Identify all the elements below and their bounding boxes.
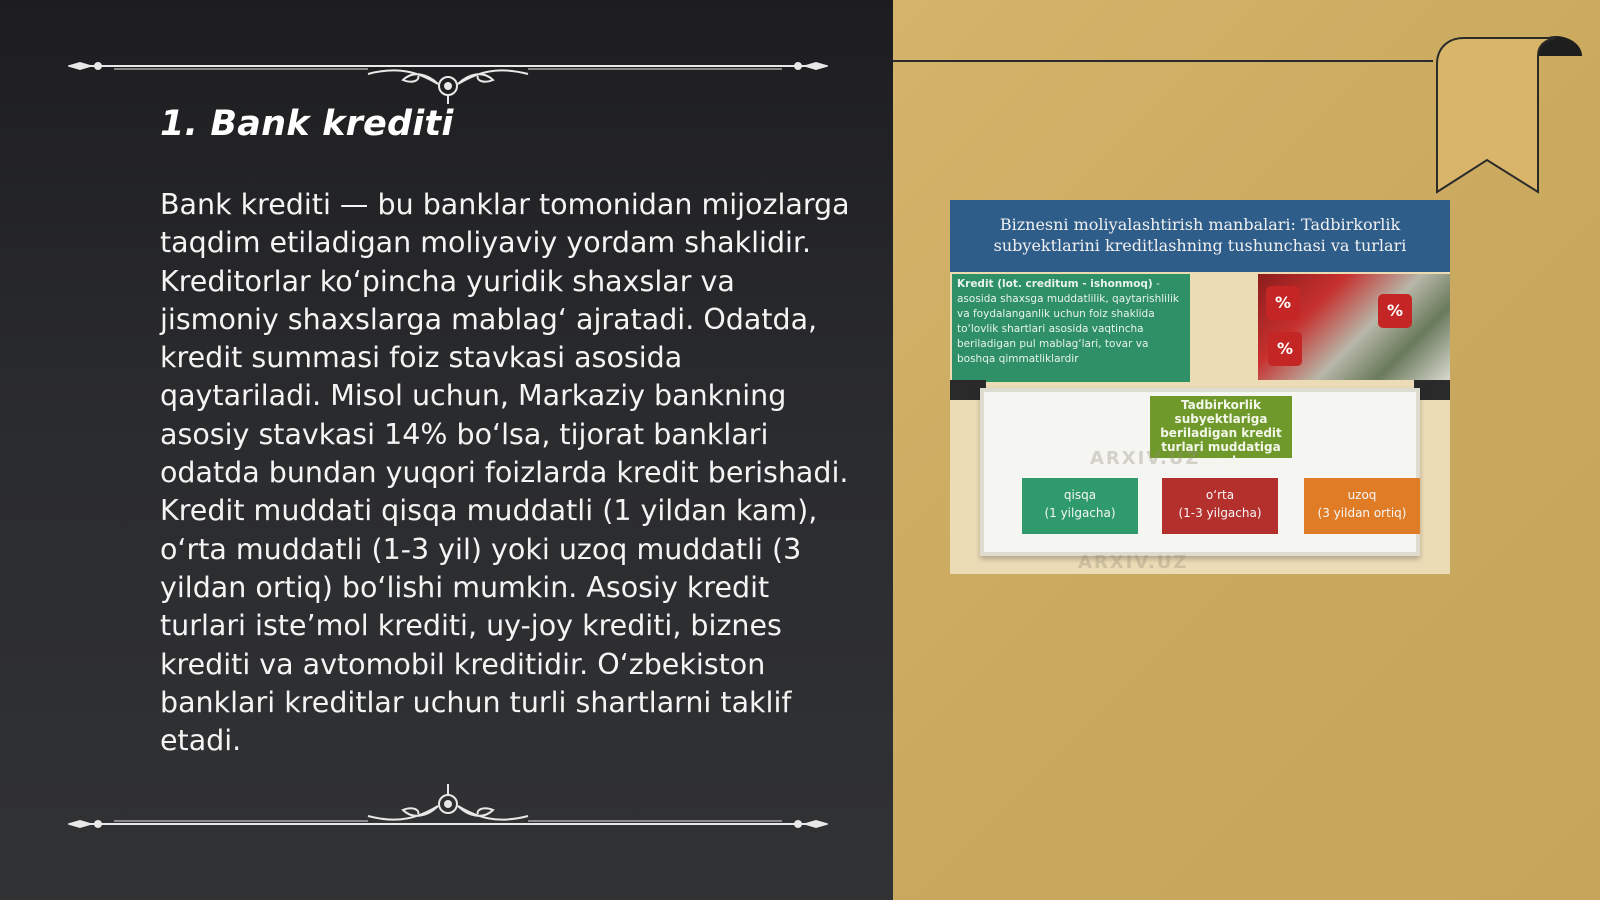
- percent-die-icon: %: [1268, 332, 1302, 366]
- box-sublabel: (1 yilgacha): [1044, 506, 1116, 520]
- credit-types-hub: Tadbirkorlik subyektlariga beriladigan kredit turlari muddatiga qarab: [1150, 396, 1292, 458]
- watermark: ARXIV.UZ: [1090, 448, 1201, 469]
- bookmark-icon: [1434, 34, 1584, 204]
- ornament-divider-icon: [68, 44, 828, 104]
- watermark: ARXIV.UZ: [1078, 552, 1189, 573]
- credit-definition-box: [952, 274, 1190, 382]
- box-sublabel: (1-3 yilgacha): [1178, 506, 1262, 520]
- infographic-header-line2: subyektlarini kreditlashning tushunchasi va turlari: [993, 236, 1407, 255]
- credit-types-infographic: [950, 200, 1450, 574]
- slide-body-text: Bank krediti — bu banklar tomonidan mijozlarga taqdim etiladigan moliyaviy yordam shaklidir. Kreditorlar ko‘pincha yuridik shaxslar va jismoniy shaxslarga mablag‘ ajratadi. Odatda, kredit summasi foiz stavkasi asosida qaytariladi. Misol uchun, Markaziy bankning asosiy stavkasi 14% bo‘lsa, tijorat banklari odatda bundan yuqori foizlarda kredit berishadi. Kredit muddati qisqa muddatli (1 yildan kam), o‘rta muddatli (1-3 yil) yoki uzoq muddatli (3 yildan ortiq) bo‘lishi mumkin. Asosiy kredit turlari iste’mol krediti, uy-joy krediti, biznes krediti va avtomobil kreditidir. O‘zbekiston banklari kreditlar uchun turli shartlarni taklif etadi.: [160, 188, 850, 758]
- ornament-divider-icon: [68, 776, 828, 836]
- medium-term-box: [1162, 478, 1278, 534]
- infographic-header-line1: Biznesni moliyalashtirish manbalari: Tadbirkorlik: [999, 215, 1401, 234]
- box-label: qisqa: [1063, 488, 1097, 502]
- slide-title: 1. Bank krediti: [160, 104, 454, 144]
- box-label: uzoq: [1347, 488, 1377, 502]
- money-dice-photo: [1258, 274, 1450, 380]
- percent-die-icon: %: [1266, 286, 1300, 320]
- right-divider-line: [893, 60, 1433, 62]
- long-term-box: [1304, 478, 1420, 534]
- percent-die-icon: %: [1378, 294, 1412, 328]
- infographic-header: [950, 200, 1450, 272]
- box-sublabel: (3 yildan ortiq): [1317, 506, 1407, 520]
- short-term-box: [1022, 478, 1138, 534]
- definition-term: Kredit (lot. creditum - ishonmoq): [957, 278, 1153, 290]
- box-label: o‘rta: [1205, 488, 1235, 502]
- definition-text: - asosida shaxsga muddatlilik, qaytarishlilik va foydalanganlik uchun foiz shaklida to‘lovlik shartlari asosida vaqtincha beriladigan pul mablag‘lari, tovar va boshqa qimmatliklardir: [957, 278, 1179, 365]
